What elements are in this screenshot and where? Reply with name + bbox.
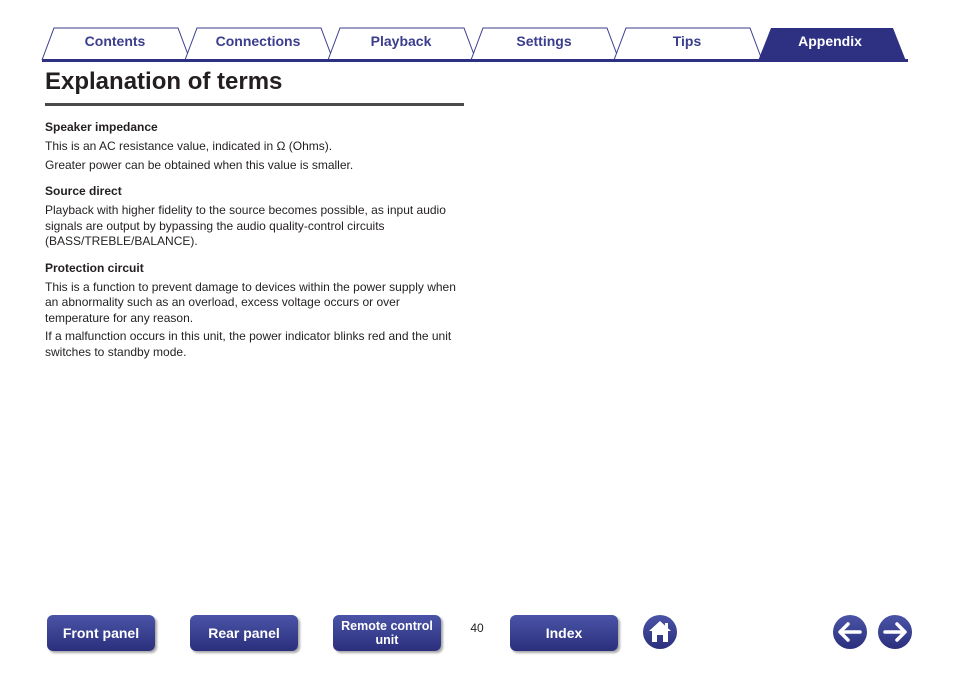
front-panel-label: Front panel xyxy=(62,625,140,641)
remote-control-unit-button[interactable] xyxy=(333,615,441,651)
term-heading: Protection circuit xyxy=(45,260,144,275)
tab-playback[interactable]: Playback xyxy=(370,33,432,49)
tab-appendix[interactable]: Appendix xyxy=(798,33,862,49)
term-source-direct xyxy=(45,184,465,250)
home-icon[interactable] xyxy=(642,614,678,650)
page-number: 40 xyxy=(470,621,484,635)
page-title: Explanation of terms xyxy=(45,68,283,95)
rear-panel-label: Rear panel xyxy=(208,625,280,641)
term-heading: Source direct xyxy=(45,184,122,198)
term-protection-circuit xyxy=(45,261,465,361)
term-paragraph: This is a function to prevent damage to devices within the power supply when an abnormality such as an overload, excess voltage occurs or over temperature for any reason. xyxy=(45,279,456,325)
term-speaker-impedance xyxy=(45,120,465,173)
arrow-left-icon[interactable] xyxy=(832,614,868,650)
tab-connections[interactable]: Connections xyxy=(215,33,301,49)
terms-content xyxy=(45,120,465,371)
rear-panel-button[interactable] xyxy=(190,615,298,651)
term-heading: Speaker impedance xyxy=(45,120,158,134)
arrow-right-icon[interactable] xyxy=(877,614,913,650)
term-paragraph: Playback with higher fidelity to the source becomes possible, as input audio signals are output by bypassing the audio quality-control circuits (BASS/TREBLE/BALANCE). xyxy=(45,203,446,248)
term-paragraph: This is an AC resistance value, indicated in Ω (Ohms). xyxy=(45,139,333,153)
term-paragraph: Greater power can be obtained when this value is smaller. xyxy=(45,157,354,172)
remote-control-label-line1: Remote control xyxy=(341,619,433,633)
tab-contents[interactable]: Contents xyxy=(84,33,146,49)
front-panel-button[interactable] xyxy=(47,615,155,651)
remote-control-label-line2: unit xyxy=(375,633,399,647)
index-label: Index xyxy=(545,625,583,641)
tab-tips[interactable]: Tips xyxy=(672,33,702,49)
tab-settings[interactable]: Settings xyxy=(516,33,572,49)
term-paragraph: If a malfunction occurs in this unit, the power indicator blinks red and the unit switches to standby mode. xyxy=(45,329,452,359)
index-button[interactable] xyxy=(510,615,618,651)
tab-bar-rule xyxy=(42,59,908,62)
title-divider xyxy=(45,103,464,106)
